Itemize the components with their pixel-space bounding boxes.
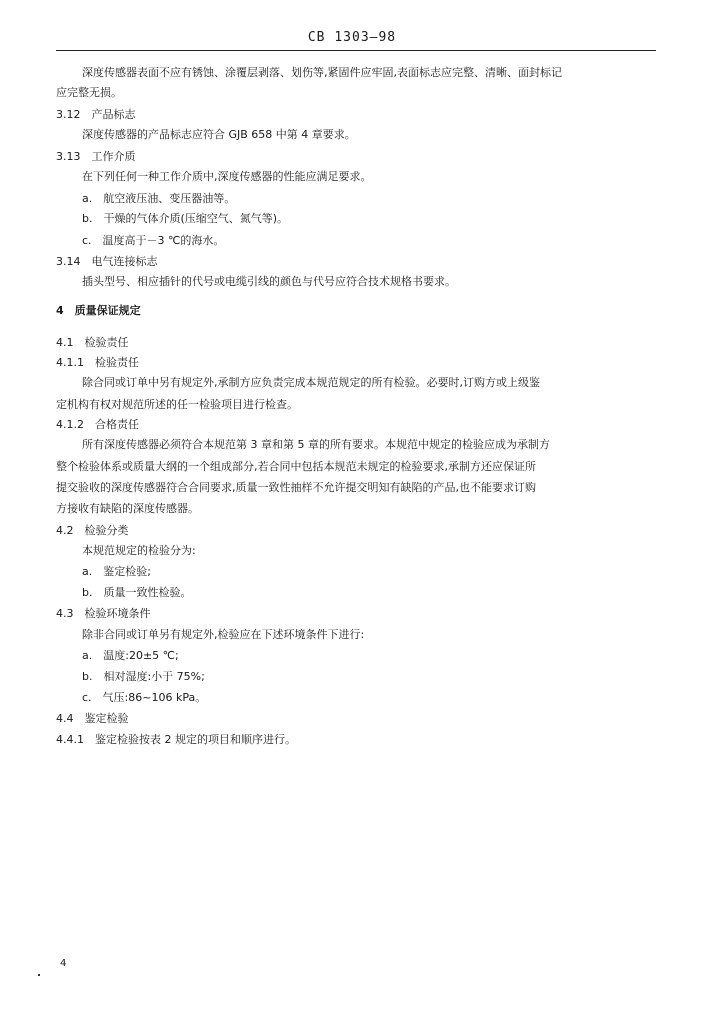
list-item: c. 气压:86~106 kPa。: [82, 691, 207, 704]
scan-speck: [38, 974, 40, 976]
para-line: 提交验收的深度传感器符合合同要求,质量一致性抽样不允许提交明知有缺陷的产品,也不能要求订购: [56, 481, 536, 494]
para-line: 深度传感器表面不应有锈蚀、涂覆层剥落、划伤等,紧固件应牢固,表面标志应完整、清晰、面封标记: [82, 66, 562, 79]
section-heading: 4.4.1 鉴定检验按表 2 规定的项目和顺序进行。: [56, 733, 296, 746]
chapter-heading: 4 质量保证规定: [56, 304, 141, 317]
para-line: 深度传感器的产品标志应符合 GJB 658 中第 4 章要求。: [82, 128, 356, 141]
para-line: 应完整无损。: [56, 86, 122, 99]
list-item: a. 航空液压油、变压器油等。: [82, 192, 236, 205]
list-item: c. 温度高于－3 ℃的海水。: [82, 234, 225, 247]
list-item: b. 质量一致性检验。: [82, 586, 192, 599]
section-heading: 4.3 检验环境条件: [56, 607, 151, 620]
para-line: 除合同或订单中另有规定外,承制方应负责完成本规范规定的所有检验。必要时,订购方或上级鉴: [82, 376, 540, 389]
para-line: 在下列任何一种工作介质中,深度传感器的性能应满足要求。: [82, 170, 372, 183]
para-line: 方接收有缺陷的深度传感器。: [56, 502, 199, 515]
header-rule: [56, 50, 656, 51]
page-number: 4: [60, 958, 67, 969]
list-item: a. 温度:20±5 ℃;: [82, 649, 179, 662]
section-heading: 3.12 产品标志: [56, 108, 136, 121]
para-line: 本规范规定的检验分为:: [82, 544, 196, 557]
list-item: a. 鉴定检验;: [82, 565, 151, 578]
section-heading: 4.2 检验分类: [56, 524, 129, 537]
list-item: b. 相对湿度:小于 75%;: [82, 670, 205, 683]
section-heading: 3.13 工作介质: [56, 150, 136, 163]
para-line: 除非合同或订单另有规定外,检验应在下述环境条件下进行:: [82, 628, 365, 641]
section-heading: 4.1.2 合格责任: [56, 418, 139, 431]
list-item: b. 干燥的气体介质(压缩空气、氮气等)。: [82, 212, 289, 225]
para-line: 所有深度传感器必须符合本规范第 3 章和第 5 章的所有要求。本规范中规定的检验应成为承制方: [82, 438, 550, 451]
section-heading: 4.4 鉴定检验: [56, 712, 129, 725]
section-heading: 4.1 检验责任: [56, 336, 129, 349]
document-header-code: CB 1303—98: [307, 30, 397, 45]
section-heading: 3.14 电气连接标志: [56, 255, 158, 268]
para-line: 整个检验体系或质量大纲的一个组成部分,若合同中包括本规范未规定的检验要求,承制方还应保证所: [56, 460, 536, 473]
section-heading: 4.1.1 检验责任: [56, 356, 139, 369]
para-line: 定机构有权对规范所述的任一检验项目进行检查。: [56, 398, 298, 411]
para-line: 插头型号、相应插针的代号或电缆引线的颜色与代号应符合技术规格书要求。: [82, 275, 456, 288]
